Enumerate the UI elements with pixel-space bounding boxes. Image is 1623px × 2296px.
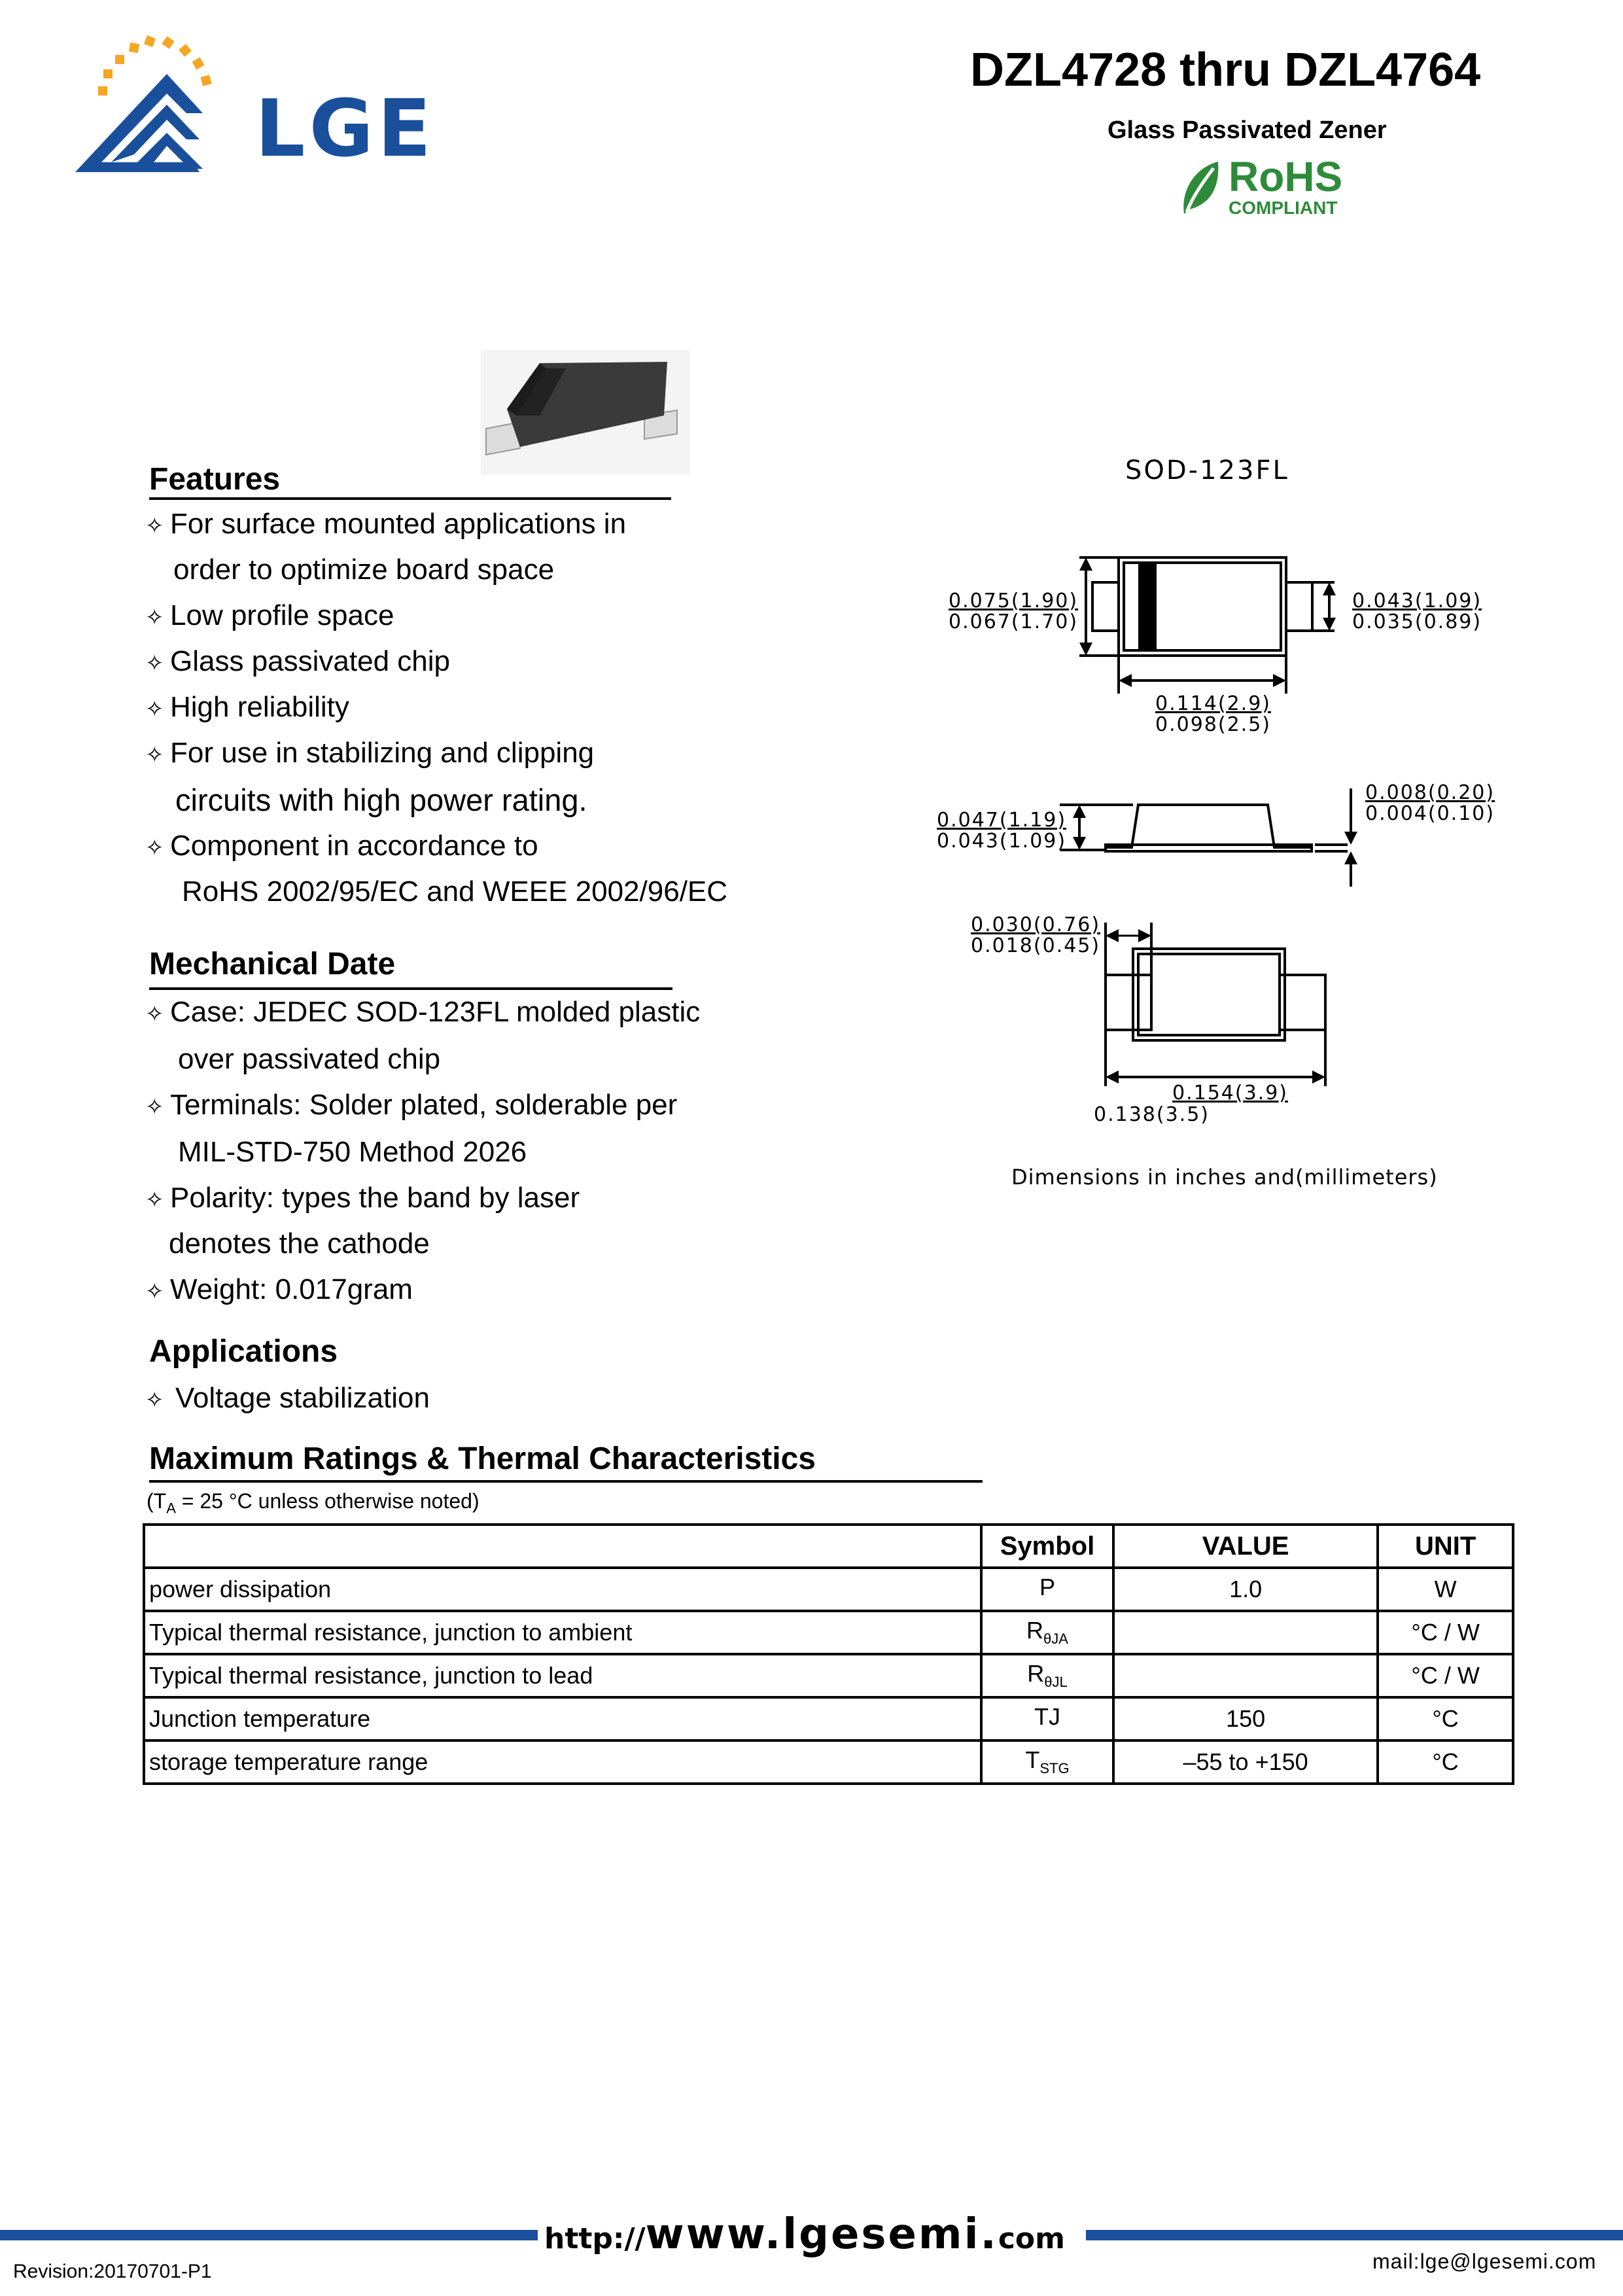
rohs-label: RoHS bbox=[1229, 153, 1343, 200]
unit-cell: °C bbox=[1378, 1740, 1513, 1784]
revision-label: Revision:20170701-P1 bbox=[13, 2261, 212, 2282]
column-header bbox=[144, 1525, 981, 1568]
value-cell: 1.0 bbox=[1113, 1568, 1378, 1611]
dim-body-length-min: 0.098(2.5) bbox=[1155, 713, 1272, 736]
unit-cell: °C / W bbox=[1378, 1611, 1513, 1654]
list-item: ✧ Voltage stabilization bbox=[145, 1375, 430, 1423]
dim-overall-length-max: 0.154(3.9) bbox=[1172, 1082, 1289, 1104]
symbol-cell: $R_{\theta JA}$ bbox=[981, 1611, 1113, 1654]
dim-lead-thickness-min: 0.004(0.10) bbox=[1365, 802, 1495, 825]
features-underline bbox=[149, 497, 671, 500]
logo-text: LGE bbox=[255, 84, 435, 175]
company-logo bbox=[72, 31, 471, 182]
list-item-continued: denotes the cathode bbox=[169, 1227, 430, 1260]
bullet-icon: ✧ bbox=[145, 697, 164, 722]
bullet-icon: ✧ bbox=[145, 651, 164, 676]
component-photo bbox=[481, 350, 690, 474]
ratings-heading: Maximum Ratings & Thermal Characteristics bbox=[149, 1441, 816, 1476]
table-row bbox=[144, 1568, 1513, 1611]
table-row bbox=[144, 1697, 1513, 1740]
website-link[interactable]: http://www.lgesemi.com bbox=[544, 2210, 1065, 2259]
list-item: ✧ Component in accordance to bbox=[145, 823, 538, 871]
dimensions-note: Dimensions in inches and(millimeters) bbox=[1011, 1165, 1438, 1190]
features-heading: Features bbox=[149, 462, 281, 497]
list-item-continued: MIL-STD-750 Method 2026 bbox=[178, 1136, 527, 1168]
document-subtitle: Glass Passivated Zener bbox=[1108, 116, 1387, 144]
ratings-table bbox=[143, 1523, 1514, 1785]
dim-lead-width-min: 0.035(0.89) bbox=[1352, 610, 1482, 633]
column-header: UNIT bbox=[1378, 1525, 1513, 1568]
bullet-icon: ✧ bbox=[145, 1188, 164, 1212]
dim-lead-length-min: 0.018(0.45) bbox=[971, 934, 1101, 957]
column-header: Symbol bbox=[981, 1525, 1113, 1568]
dim-thickness-min: 0.043(1.09) bbox=[937, 830, 1067, 853]
value-cell bbox=[1113, 1654, 1378, 1697]
bullet-icon: ✧ bbox=[145, 1002, 164, 1027]
symbol-cell: TJ bbox=[981, 1697, 1113, 1740]
footer-bar-right bbox=[1086, 2230, 1623, 2240]
bullet-icon: ✧ bbox=[145, 743, 164, 768]
logo-mark-icon bbox=[72, 31, 242, 182]
dim-lead-length-max: 0.030(0.76) bbox=[971, 913, 1101, 936]
unit-cell: °C bbox=[1378, 1697, 1513, 1740]
list-item: ✧ Low profile space bbox=[145, 593, 394, 641]
contact-email[interactable]: mail:lge@lgesemi.com bbox=[1372, 2250, 1597, 2273]
table-row bbox=[144, 1611, 1513, 1654]
unit-cell: °C / W bbox=[1378, 1654, 1513, 1697]
package-name: SOD-123FL bbox=[1125, 455, 1289, 486]
list-item: ✧ Glass passivated chip bbox=[145, 639, 450, 686]
ratings-condition: ($T_A = 25$ °C unless otherwise noted) bbox=[147, 1489, 480, 1517]
value-cell: 150 bbox=[1113, 1697, 1378, 1740]
value-cell bbox=[1113, 1611, 1378, 1654]
applications-heading: Applications bbox=[149, 1334, 338, 1369]
list-item: ✧ For use in stabilizing and clipping bbox=[145, 730, 594, 778]
footer-bar-left bbox=[0, 2230, 538, 2240]
cathode-band bbox=[1138, 563, 1157, 650]
bullet-icon: ✧ bbox=[145, 836, 164, 860]
list-item: ✧ Case: JEDEC SOD-123FL molded plastic bbox=[145, 989, 700, 1037]
bullet-icon: ✧ bbox=[145, 1095, 164, 1120]
document-title: DZL4728 thru DZL4764 bbox=[970, 44, 1481, 96]
ratings-underline bbox=[149, 1480, 983, 1483]
param-cell: Typical thermal resistance, junction to ambient bbox=[144, 1611, 981, 1654]
bullet-icon: ✧ bbox=[145, 605, 164, 630]
list-item-continued: circuits with high power rating. bbox=[175, 783, 587, 817]
dim-lead-thickness-max: 0.008(0.20) bbox=[1365, 781, 1495, 804]
list-item: ✧ Terminals: Solder plated, solderable per bbox=[145, 1082, 677, 1130]
dim-body-height-min: 0.067(1.70) bbox=[949, 610, 1079, 633]
bullet-icon: ✧ bbox=[145, 514, 164, 539]
symbol-cell: P bbox=[981, 1568, 1113, 1611]
list-item: ✧ Polarity: types the band by laser bbox=[145, 1175, 580, 1223]
list-item: ✧ For surface mounted applications in bbox=[145, 501, 626, 549]
param-cell: storage temperature range bbox=[144, 1740, 981, 1784]
list-item: ✧ High reliability bbox=[145, 684, 349, 732]
dim-body-length-max: 0.114(2.9) bbox=[1155, 692, 1272, 715]
symbol-cell: $T_{STG}$ bbox=[981, 1740, 1113, 1784]
leaf-icon bbox=[1178, 158, 1223, 217]
bullet-icon: ✧ bbox=[145, 1279, 164, 1304]
dim-thickness-max: 0.047(1.19) bbox=[937, 809, 1067, 832]
dim-overall-length-min: 0.138(3.5) bbox=[1094, 1103, 1210, 1126]
list-item-continued: RoHS 2002/95/EC and WEEE 2002/96/EC bbox=[182, 875, 728, 908]
column-header: VALUE bbox=[1113, 1525, 1378, 1568]
param-cell: Junction temperature bbox=[144, 1697, 981, 1740]
mechanical-heading: Mechanical Date bbox=[149, 947, 396, 981]
rohs-badge bbox=[1178, 153, 1348, 218]
table-row bbox=[144, 1654, 1513, 1697]
list-item: ✧ Weight: 0.017gram bbox=[145, 1267, 413, 1315]
table-header-row bbox=[144, 1525, 1513, 1568]
value-cell: –55 to +150 bbox=[1113, 1740, 1378, 1784]
param-cell: Typical thermal resistance, junction to lead bbox=[144, 1654, 981, 1697]
dim-lead-width-max: 0.043(1.09) bbox=[1352, 590, 1482, 612]
symbol-cell: $R_{\theta JL}$ bbox=[981, 1654, 1113, 1697]
unit-cell: W bbox=[1378, 1568, 1513, 1611]
bullet-icon: ✧ bbox=[145, 1388, 164, 1413]
list-item-continued: order to optimize board space bbox=[173, 554, 555, 586]
param-cell: power dissipation bbox=[144, 1568, 981, 1611]
table-row bbox=[144, 1740, 1513, 1784]
dim-body-height-max: 0.075(1.90) bbox=[949, 590, 1079, 612]
list-item-continued: over passivated chip bbox=[178, 1043, 441, 1075]
rohs-compliant-label: COMPLIANT bbox=[1229, 198, 1338, 218]
